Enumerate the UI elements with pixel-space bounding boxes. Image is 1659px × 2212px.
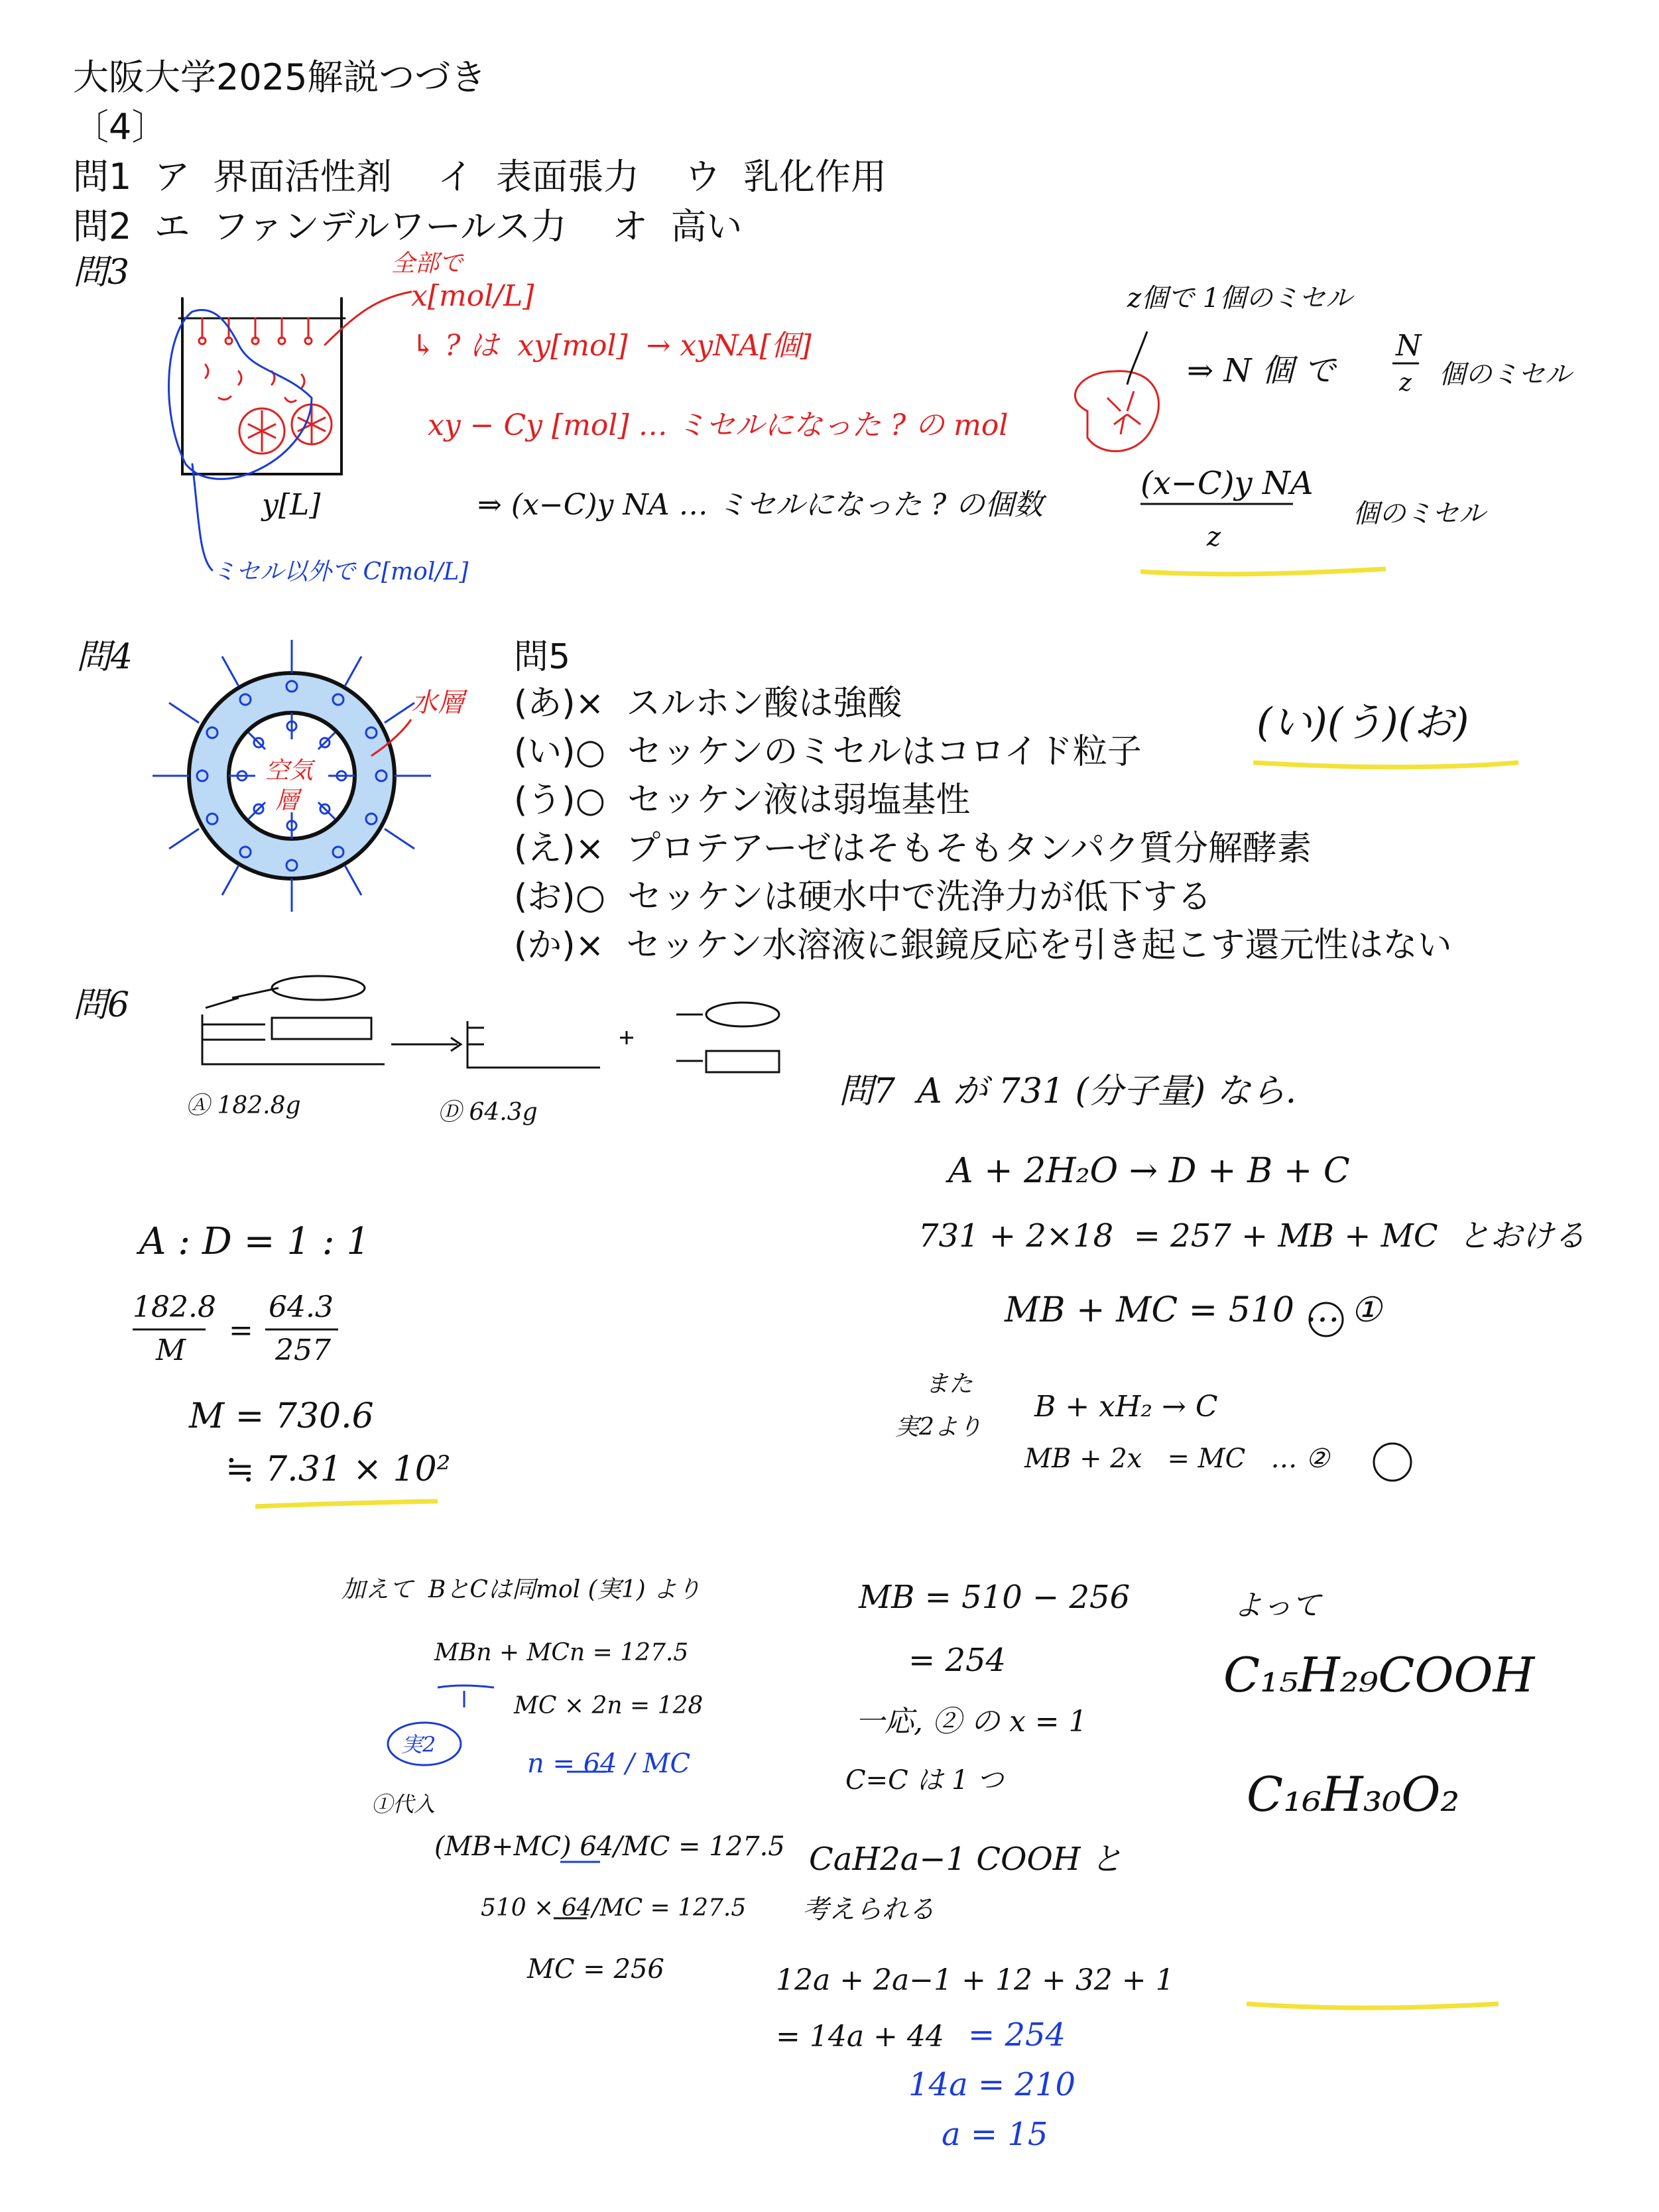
- q7-mc: MC = 256: [527, 1954, 664, 1985]
- q7-mb2: = 254: [908, 1642, 1007, 1679]
- q7-mass-eq: 731 + 2×18 = 257 + MB + MC とおける: [918, 1217, 1586, 1255]
- q6-frac-right-num: 64.3: [269, 1290, 334, 1324]
- triglyceride-structure: [202, 976, 779, 1072]
- highlight-q3: [1140, 569, 1386, 574]
- q3-n-numerator: N: [1396, 329, 1422, 363]
- q6-label: 問6: [73, 985, 130, 1025]
- q7-reaction: A + 2H₂O → D + B + C: [948, 1151, 1350, 1191]
- q6-frac-left-num: 182.8: [133, 1290, 216, 1324]
- q7-title: 問7 A が 731 (分子量) なら.: [839, 1072, 1297, 1111]
- q7-mb1: MB = 510 − 256: [859, 1579, 1131, 1616]
- q4-air-label-2: 層: [275, 787, 300, 814]
- q7-n-expr: n = 64 / MC: [527, 1749, 691, 1779]
- q7-answer-2: C₁₆H₃₀O₂: [1247, 1766, 1460, 1822]
- highlight-answer: [1247, 2004, 1499, 2008]
- q3-red-line1: ↳ ? は xy[mol] → xyNA[個]: [411, 329, 812, 363]
- question-2-answers: 問2 エ ファンデルワールス力 オ 高い: [73, 206, 743, 247]
- q5-label: 問5: [514, 637, 571, 677]
- q7-jikken-badge: 実2: [401, 1732, 436, 1757]
- q6-mass-d: Ⓓ 64.3g: [438, 1099, 538, 1126]
- q7-line-b: MC × 2n = 128: [514, 1692, 704, 1719]
- q6-ratio: A : D = 1 : 1: [139, 1220, 371, 1263]
- question-1-answers: 問1 ア 界面活性剤 イ 表面張力 ウ 乳化作用: [73, 156, 887, 198]
- q3-result-denominator: z: [1207, 522, 1221, 552]
- q3-red-note-b: x[mol/L]: [411, 279, 534, 313]
- q3-red-line2: xy − Cy [mol] … ミセルになった ? の mol: [428, 408, 1009, 442]
- q7-subst: ①代入: [371, 1792, 436, 1817]
- q7-answer-1: C₁₅H₂₉COOH: [1223, 1647, 1535, 1703]
- q3-result-numerator: (x−C)y NA: [1140, 465, 1314, 502]
- q7-line-c: (MB+MC) 64/MC = 127.5: [434, 1831, 785, 1862]
- q3-result-unit: 個のミセル: [1353, 499, 1485, 529]
- q6-frac-right-den: 257: [275, 1333, 331, 1367]
- q7-react2: B + xH₂ → C: [1034, 1390, 1218, 1424]
- q3-red-note-a: 全部で: [391, 250, 463, 277]
- micelle-small: [1075, 371, 1158, 452]
- q5-item: (か)× セッケン水溶液に銀鏡反応を引き起こす還元性はない: [514, 926, 1452, 965]
- q3-n-left: ⇒ N 個 で: [1187, 352, 1335, 389]
- q3-n-denominator: z: [1399, 369, 1412, 397]
- q7-line-a: MBn + MCn = 127.5: [434, 1639, 689, 1666]
- q6-frac-left-den: M: [156, 1333, 186, 1367]
- q7-general2: 考えられる: [802, 1894, 935, 1925]
- q3-micelle-note: z個で 1個のミセル: [1127, 283, 1353, 314]
- q4-water-label: 水層: [411, 688, 464, 718]
- q7-calc2: = 14a + 44: [776, 2020, 944, 2054]
- q5-answer: (い)(う)(お): [1257, 700, 1469, 746]
- q7-calc1: 12a + 2a−1 + 12 + 32 + 1: [776, 1963, 1174, 1997]
- q7-yotte: よって: [1233, 1589, 1321, 1623]
- q5-item: (い)○ セッケンのミセルはコロイド粒子: [514, 732, 1142, 772]
- q7-general: CaH2a−1 COOH と: [809, 1841, 1123, 1878]
- q6-mass-a: Ⓐ 182.8g: [186, 1092, 301, 1119]
- q3-label: 問3: [73, 253, 130, 292]
- q7-cc: C=C は 1 つ: [845, 1765, 1004, 1796]
- highlight-q5: [1253, 763, 1518, 767]
- q7-eq1: MB + MC = 510 … ①: [1005, 1290, 1382, 1330]
- page-title: 大阪大学2025解説つづき: [73, 56, 487, 98]
- q3-blue-note: ミセル以外で C[mol/L]: [212, 558, 469, 585]
- q7-kaete: 加えて BとCは同mol (実1) より: [341, 1576, 702, 1603]
- q7-x-note: 一応, ② の x = 1: [855, 1705, 1087, 1739]
- q4-air-label-1: 空気: [265, 757, 314, 784]
- q7-calc2-blue: = 254: [968, 2016, 1066, 2054]
- q3-n-right: 個のミセル: [1439, 359, 1571, 390]
- q6-approx: ≒ 7.31 × 10²: [225, 1449, 451, 1489]
- q7-jikken2: 実2より: [895, 1414, 982, 1441]
- q6-equals: =: [229, 1314, 253, 1347]
- q3-line3: ⇒ (x−C)y NA … ミセルになった ? の個数: [477, 488, 1044, 522]
- q7-calc3: 14a = 210: [908, 2066, 1076, 2103]
- q3-volume: y[L]: [262, 488, 321, 522]
- q7-mata: また: [925, 1371, 973, 1398]
- q7-line-d: 510 × 64/MC = 127.5: [481, 1894, 747, 1922]
- q7-eq2: MB + 2x = MC … ②: [1024, 1444, 1329, 1474]
- q5-item: (あ)× スルホン酸は強酸: [514, 684, 902, 723]
- q4-label: 問4: [76, 637, 133, 677]
- section-label: 〔4〕: [73, 106, 168, 148]
- q5-item: (お)○ セッケンは硬水中で洗浄力が低下する: [514, 877, 1212, 917]
- beaker-diagram: [169, 292, 411, 570]
- q6-m-value: M = 730.6: [189, 1396, 374, 1436]
- q5-item: (え)× プロテアーゼはそもそもタンパク質分解酵素: [514, 829, 1312, 869]
- q7-calc4: a = 15: [942, 2116, 1048, 2153]
- highlight-q6: [255, 1501, 438, 1506]
- q5-item: (う)○ セッケン液は弱塩基性: [514, 780, 971, 820]
